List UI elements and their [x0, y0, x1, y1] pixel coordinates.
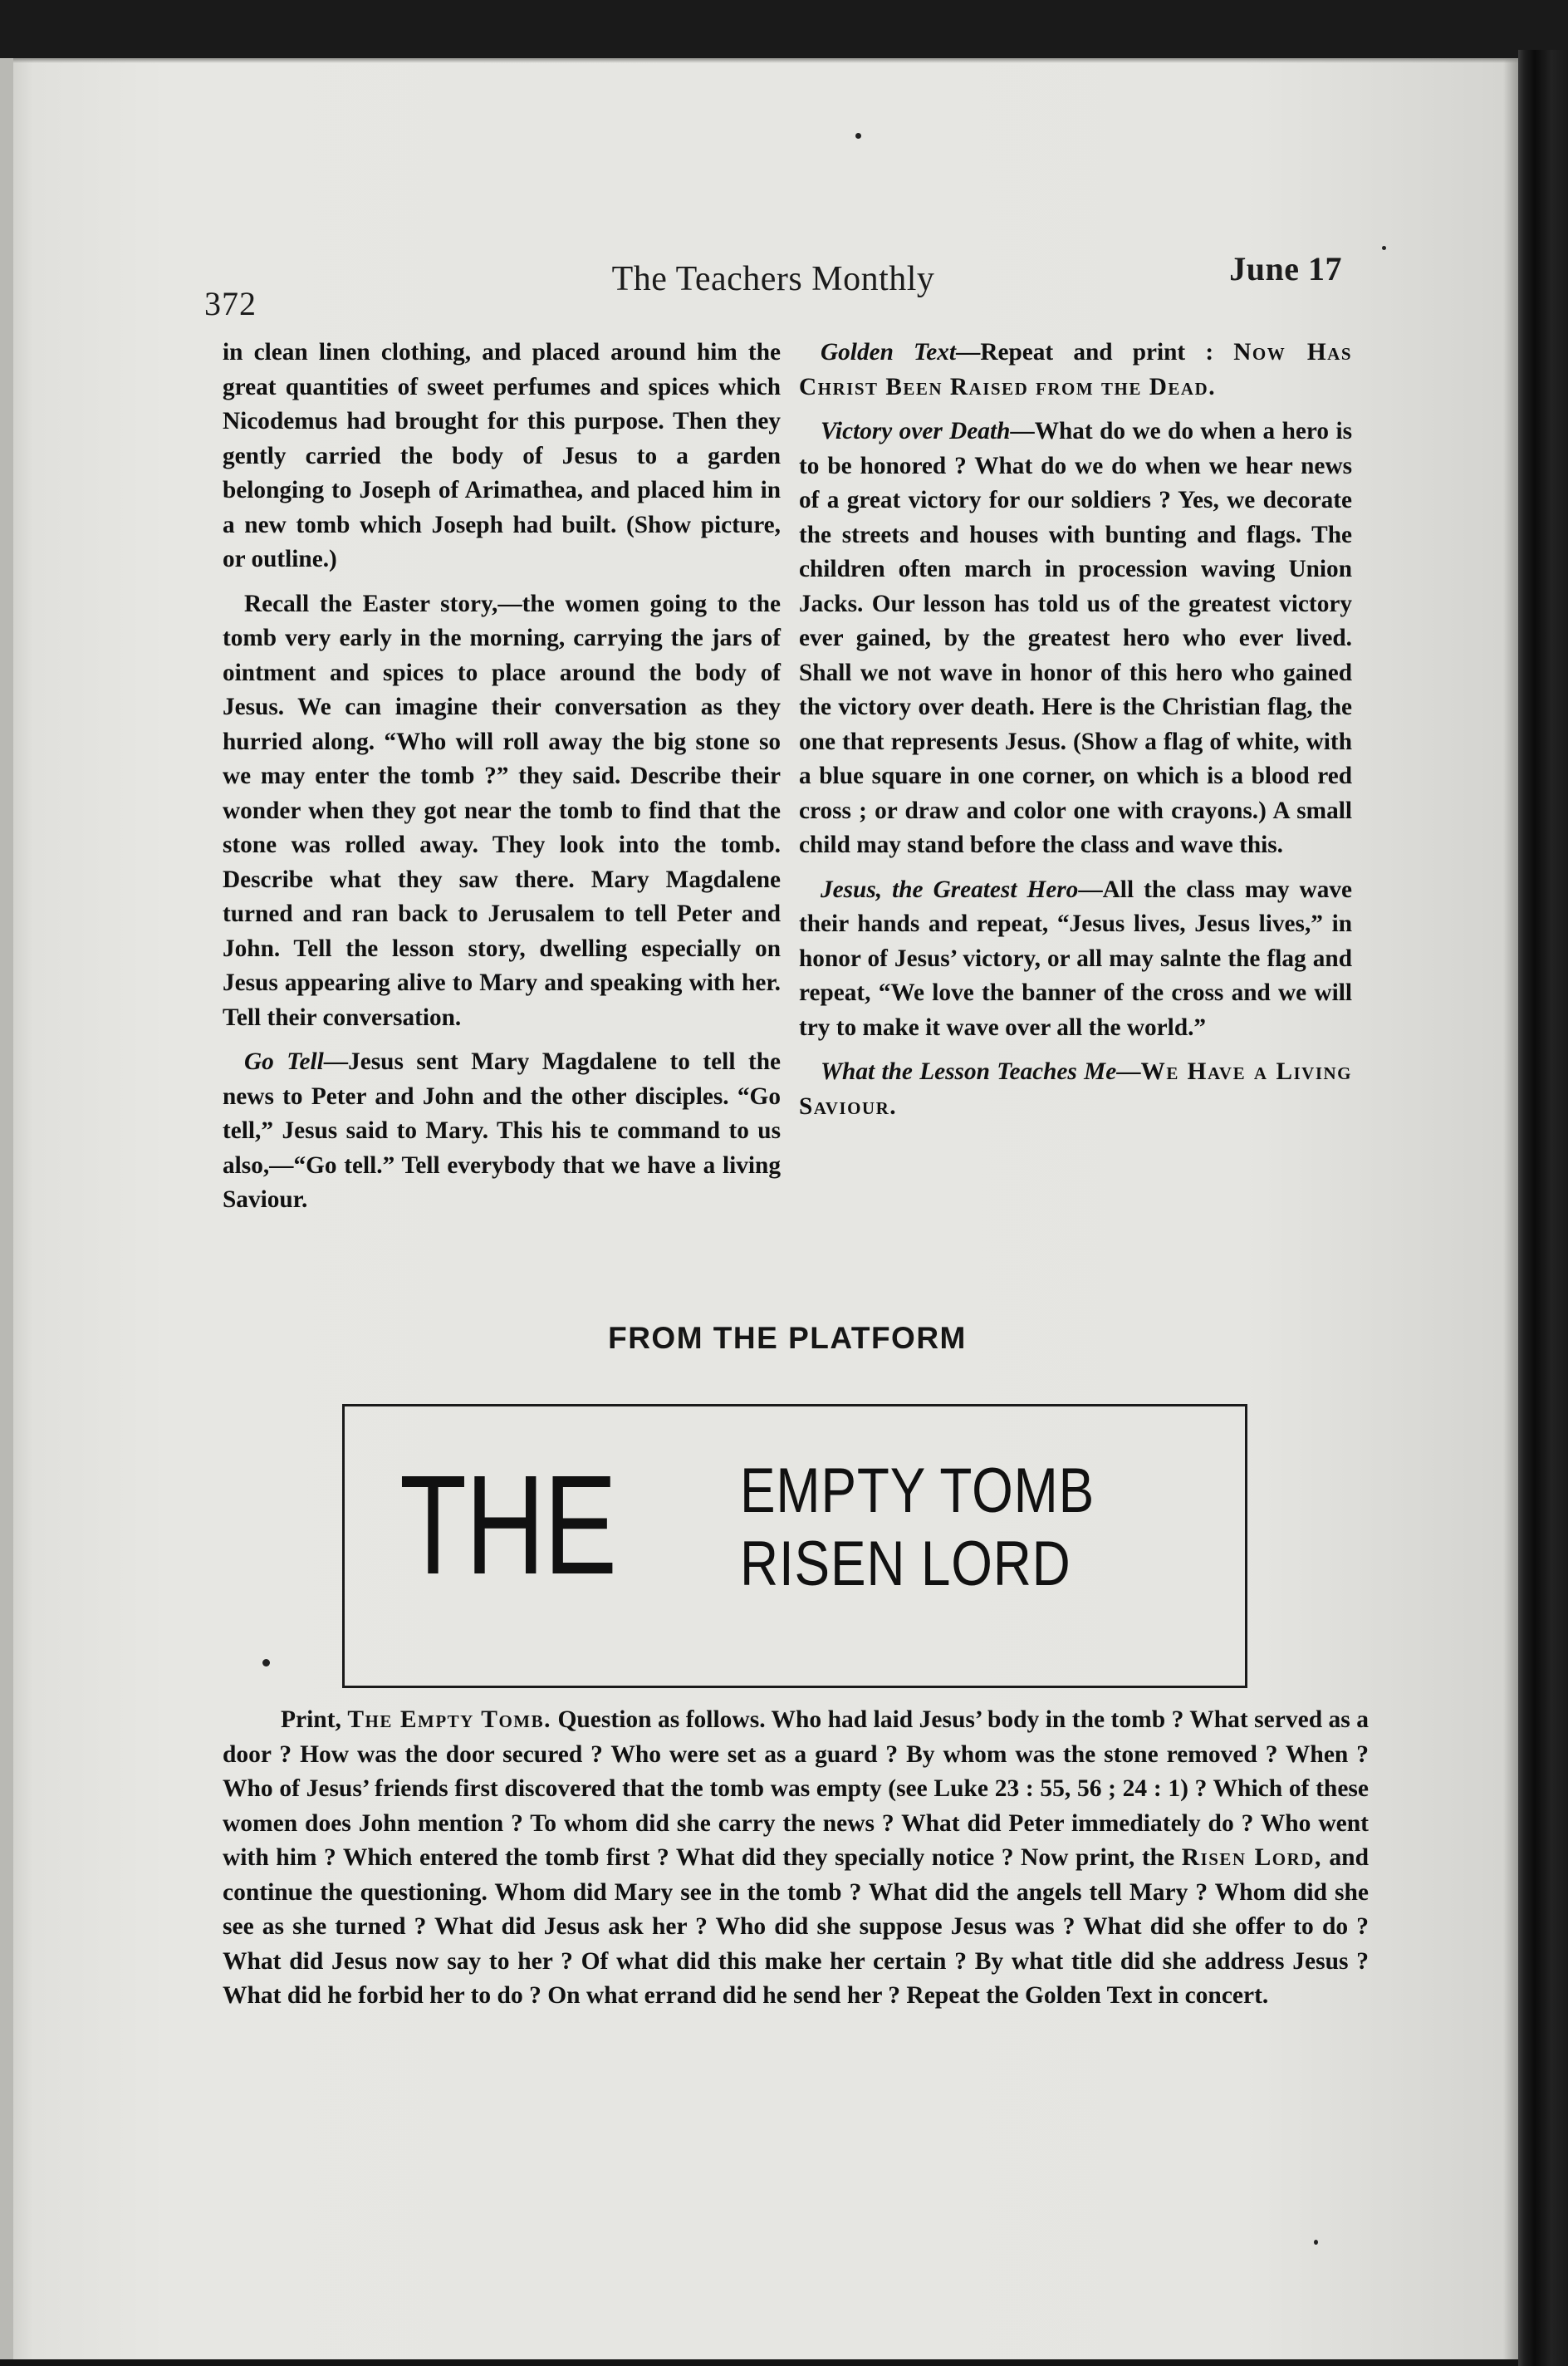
questions-text-2: Question as follows. Who had laid Jesus’ body in the tomb ? What served as a door ? How was the door secured ? Who were set as a guard ? By whom was the stone removed ? When ? Who of Jesus’ friends first discovered that the tomb was empty (see Luke 23 : 55, 56 ; 24 : 1) ? Which of these women does John mention ? To whom did she carry the news ? What did Peter immediately do ? Who went with him ? Which entered the tomb first ? What did they specially notice ? Now print, the: [223, 1706, 1369, 1871]
hero-heading: Jesus, the Greatest Hero: [821, 876, 1079, 903]
ink-speck: [1314, 2240, 1318, 2245]
ink-speck: [855, 133, 861, 139]
golden-text-verse: Now Has Christ Been Raised from the Dead.: [799, 339, 1352, 400]
victory-heading: Victory over Death: [821, 418, 1011, 444]
questions-caps-2: Risen Lord,: [1181, 1844, 1322, 1871]
hero-paragraph: [799, 873, 1352, 1046]
golden-text-paragraph: [799, 336, 1352, 405]
platform-heading: FROM THE PLATFORM: [608, 1321, 967, 1355]
questions-text: [223, 1703, 1369, 2014]
box-line-empty-tomb: EMPTY TOMB: [740, 1455, 1095, 1526]
issue-date: June 17: [1229, 250, 1342, 287]
ink-speck: [1382, 246, 1386, 250]
go-tell-heading: Go Tell: [244, 1048, 324, 1075]
running-head: [204, 249, 1342, 322]
questions-text-1: Print,: [281, 1706, 348, 1733]
box-line-risen-lord: RISEN LORD: [740, 1529, 1071, 1599]
left-paragraph-1: in clean linen clothing, and placed around him the great quantities of sweet perfumes and spices which Nicodemus had brought for this purpose. Then they gently carried the body of Jesus to a garden belonging to Joseph of Arimathea, and placed him in a new tomb which Joseph had built. (Show picture, or outline.): [223, 339, 781, 572]
lesson-teaches-heading: What the Lesson Teaches Me: [821, 1058, 1117, 1085]
scan-top-border: [0, 0, 1568, 58]
left-paragraph-2: Recall the Easter story,—the women going to the tomb very early in the morning, carrying the jars of ointment and spices to place around the body of Jesus. We can imagine their conversation as they hurried along. “Who will roll away the big stone so we may enter the tomb ?” they said. Describe their wonder when they got near the tomb to find that the stone was rolled away. They look into the tomb. Describe what they saw there. Mary Magdalene turned and ran back to Jerusalem to tell Peter and John. Tell the lesson story, dwelling especially on Jesus appearing alive to Mary and speaking with her. Tell their conversation.: [223, 590, 781, 1031]
golden-text-heading: Golden Text: [821, 339, 957, 366]
golden-text-intro: —Repeat and print :: [956, 339, 1234, 366]
go-tell-text: —Jesus sent Mary Magdalene to tell the news to Peter and John and the other disciples. “Go tell,” Jesus said to Mary. This his te command to us also,—“Go tell.” Tell everybody that we have a living Saviour.: [223, 1048, 781, 1213]
left-paragraph-3: [223, 1045, 781, 1218]
page-number: 372: [204, 285, 257, 322]
journal-title: The Teachers Monthly: [611, 260, 935, 298]
page-top-shadow: [13, 58, 1518, 63]
victory-text: —What do we do when a hero is to be honored ? What do we do when we hear news of a great victory for our soldiers ? Yes, we decorate the streets and houses with bunting and flags. The children often march in procession waving Union Jacks. Our lesson has told us of the greatest victory ever gained, by the greatest hero who ever lived. Shall we not wave in honor of this hero who gained the victory over death. Here is the Christian flag, the one that represents Jesus. (Show a flag of white, with a blue square in one corner, on which is a blood red cross ; or draw and color one with crayons.) A small child may stand before the class and wave this.: [799, 418, 1352, 858]
right-column: [799, 336, 1352, 1134]
page-left-edge: [0, 58, 13, 2359]
box-big-word: THE: [399, 1446, 616, 1604]
ink-speck: [262, 1659, 270, 1667]
lesson-teaches-paragraph: [799, 1055, 1352, 1124]
book-spine-edge: [1518, 50, 1568, 2366]
questions-paragraph: [223, 1703, 1369, 2014]
blackboard-box: [342, 1404, 1247, 1688]
hero-text: —All the class may wave their hands and repeat, “Jesus lives, Jesus lives,” in honor of Jesus’ victory, or all may salnte the flag and repeat, “We love the banner of the cross and we will try to make it wave over all the world.”: [799, 876, 1353, 1041]
questions-text-3: and continue the questioning. Whom did Mary see in the tomb ? What did the angels tell Mary ? Whom did she see as she turned ? What did Jesus ask her ? Who did she suppose Jesus was ? What did she offer to do ? What did Jesus now say to her ? Of what did this make her certain ? By what title did she address Jesus ? What did he forbid her to do ? On what errand did he send her ? Repeat the Golden Text in concert.: [223, 1844, 1369, 2009]
lesson-teaches-caps: We Have a Living Saviour.: [799, 1058, 1352, 1120]
questions-caps-1: The Empty Tomb.: [347, 1706, 551, 1733]
victory-paragraph: [799, 415, 1352, 863]
left-column: [223, 336, 781, 1228]
lesson-teaches-dash: —: [1116, 1058, 1141, 1085]
